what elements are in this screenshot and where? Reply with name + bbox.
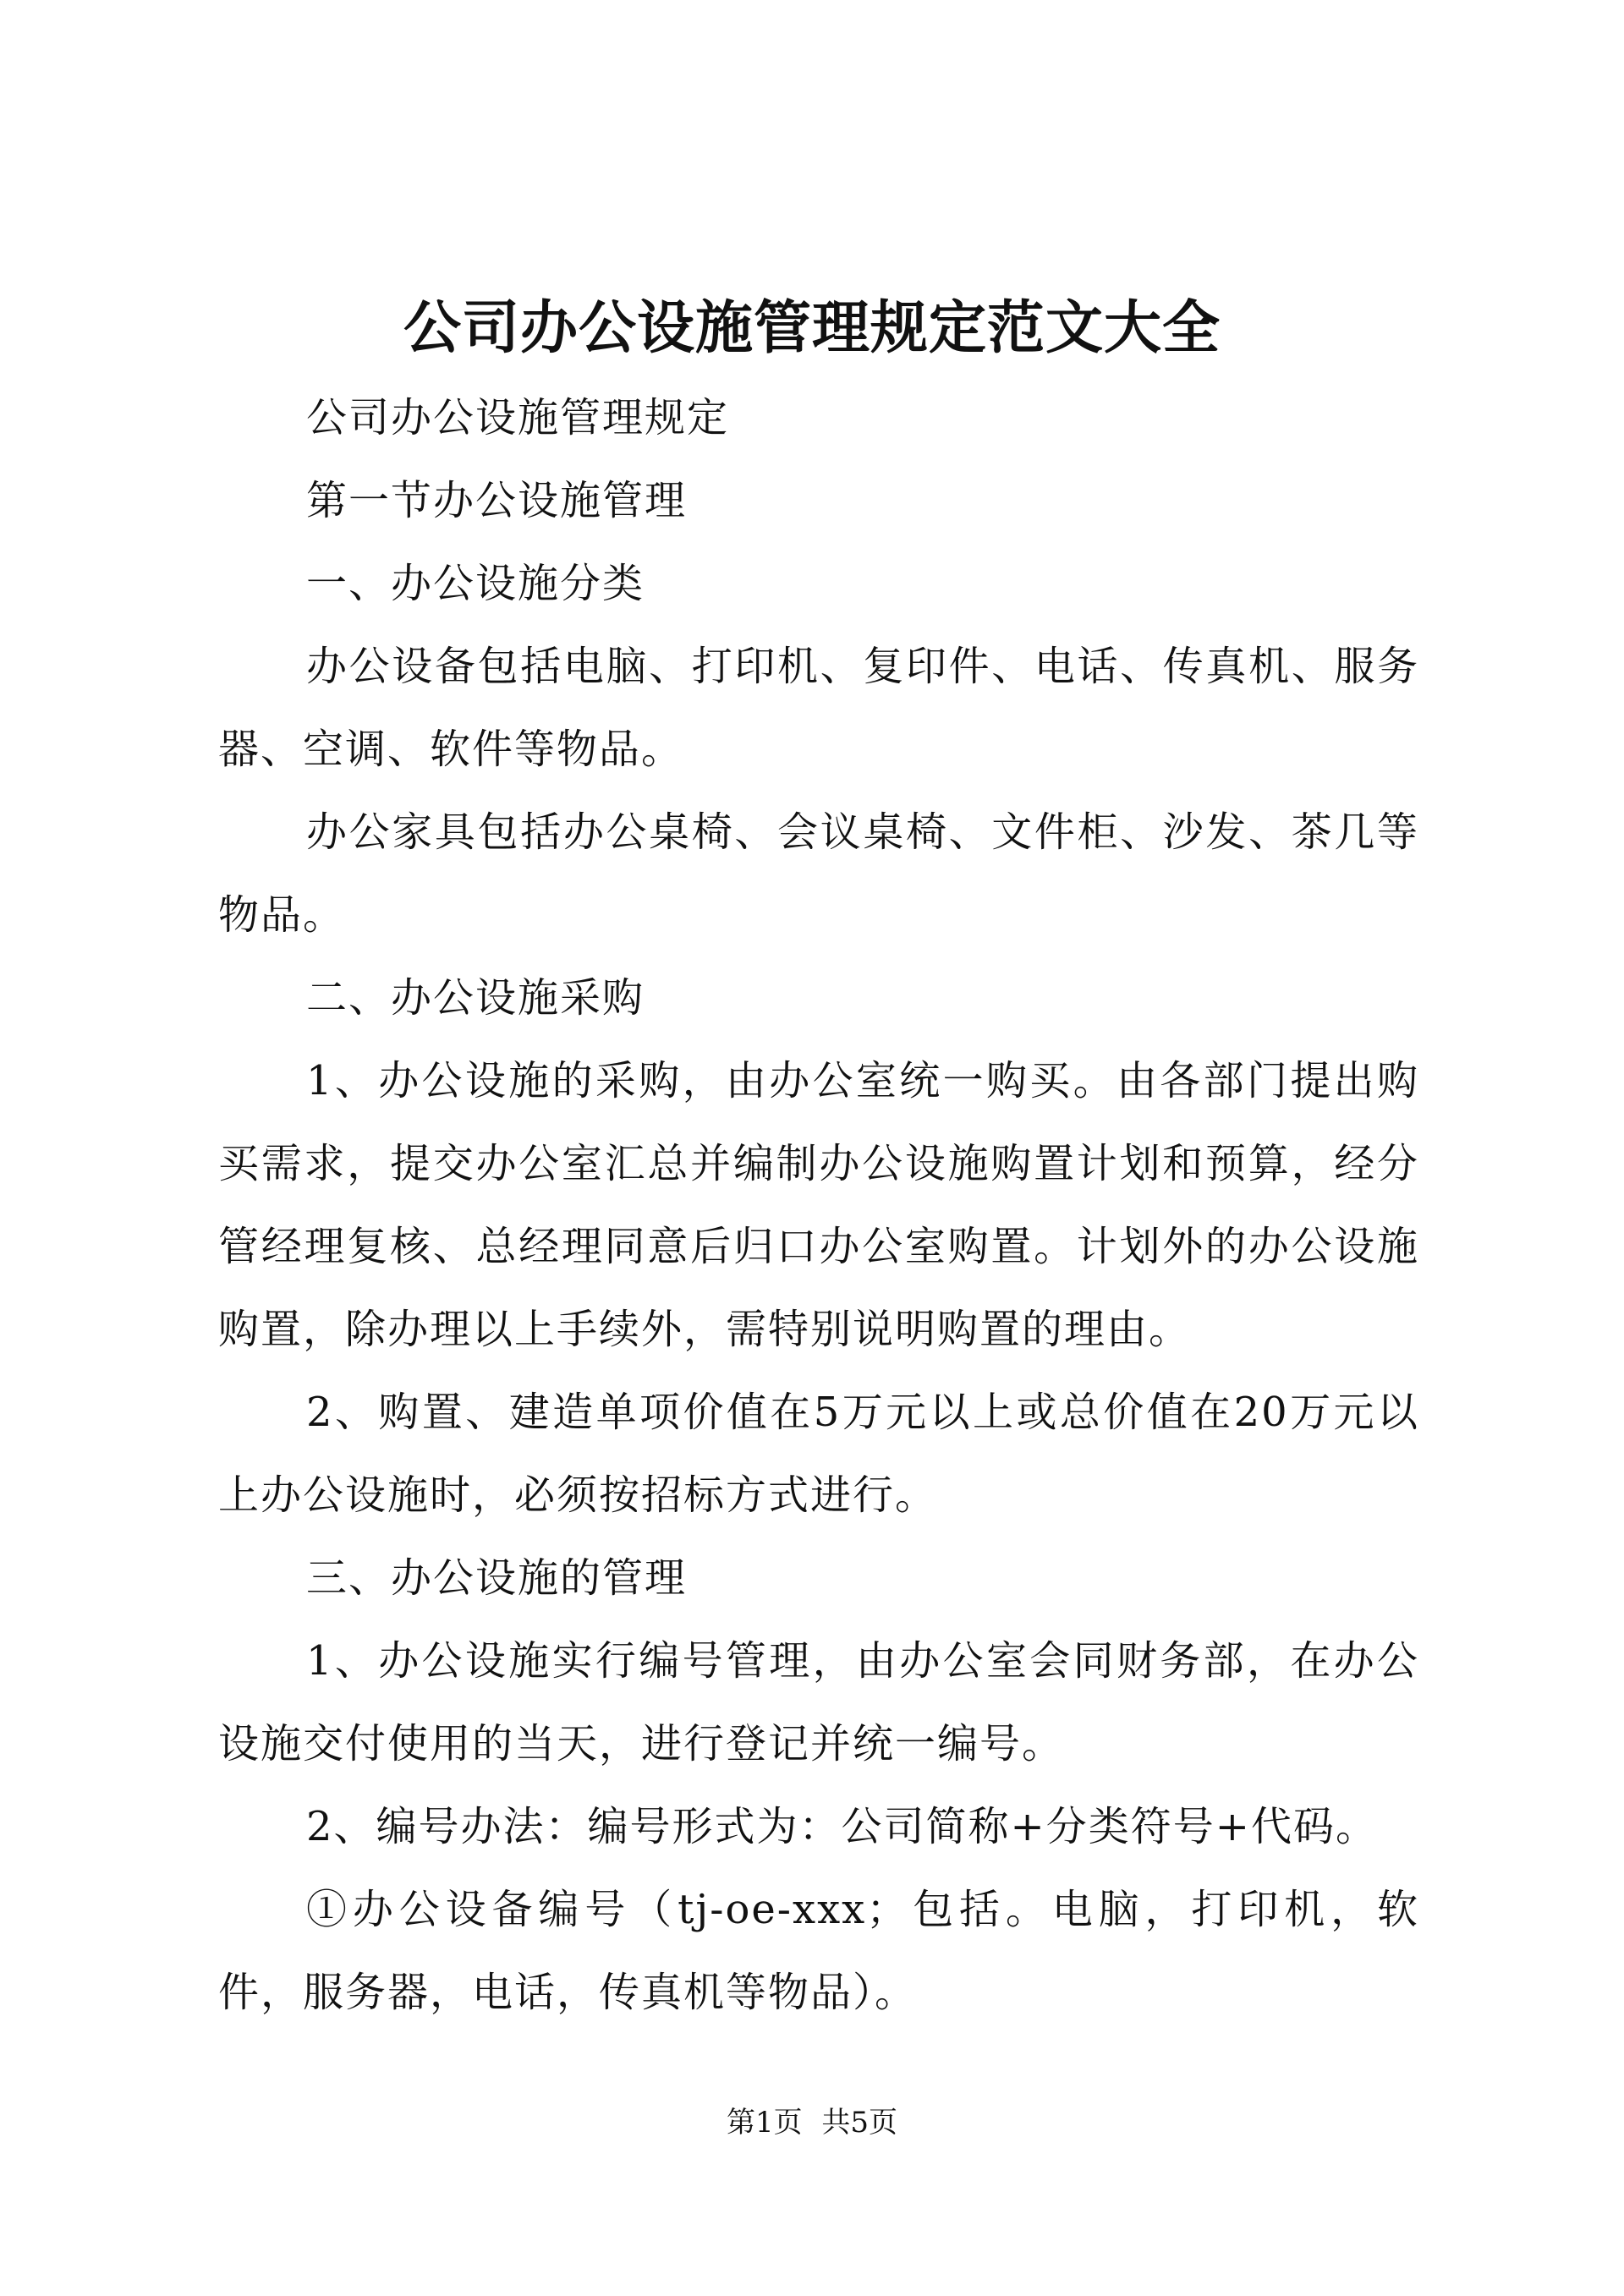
page-total: 共5页 [821,2106,898,2140]
paragraph-office-furniture: 办公家具包括办公桌椅、会议桌椅、文件柜、沙发、茶几等物品。 [218,808,1419,939]
paragraph-heading-management: 三、办公设施的管理 [306,1554,688,1602]
page-number: 第1页 [726,2106,803,2140]
document-title: 公司办公设施管理规定范文大全 [403,294,1221,362]
paragraph-section-one: 第一节办公设施管理 [306,477,688,524]
paragraph-heading-procurement: 二、办公设施采购 [306,974,645,1022]
paragraph-equipment-numbering: ①办公设备编号（tj-oe-xxx；包括。电脑，打印机，软件，服务器，电话，传真机等物品）。 [218,1886,1419,2016]
document-body [218,376,1419,2034]
page-footer [0,2101,1624,2144]
paragraph-heading-classification: 一、办公设施分类 [306,560,645,607]
paragraph-office-equipment: 办公设备包括电脑、打印机、复印件、电话、传真机、服务器、空调、软件等物品。 [218,643,1419,773]
paragraph-procurement-2: 2、购置、建造单项价值在5万元以上或总价值在20万元以上办公设施时，必须按招标方式进行。 [218,1389,1419,1519]
paragraph-management-2: 2、编号办法：编号形式为：公司简称+分类符号+代码。 [306,1803,1378,1850]
paragraph-procurement-1: 1、办公设施的采购，由办公室统一购买。由各部门提出购买需求，提交办公室汇总并编制办公设施购置计划和预算，经分管经理复核、总经理同意后归口办公室购置。计划外的办公设施购置，除办理以上手续外，需特别说明购置的理由。 [218,1057,1419,1353]
paragraph-management-1: 1、办公设施实行编号管理，由办公室会同财务部，在办公设施交付使用的当天，进行登记并统一编号。 [218,1637,1419,1767]
paragraph-heading-regulation: 公司办公设施管理规定 [306,394,730,441]
